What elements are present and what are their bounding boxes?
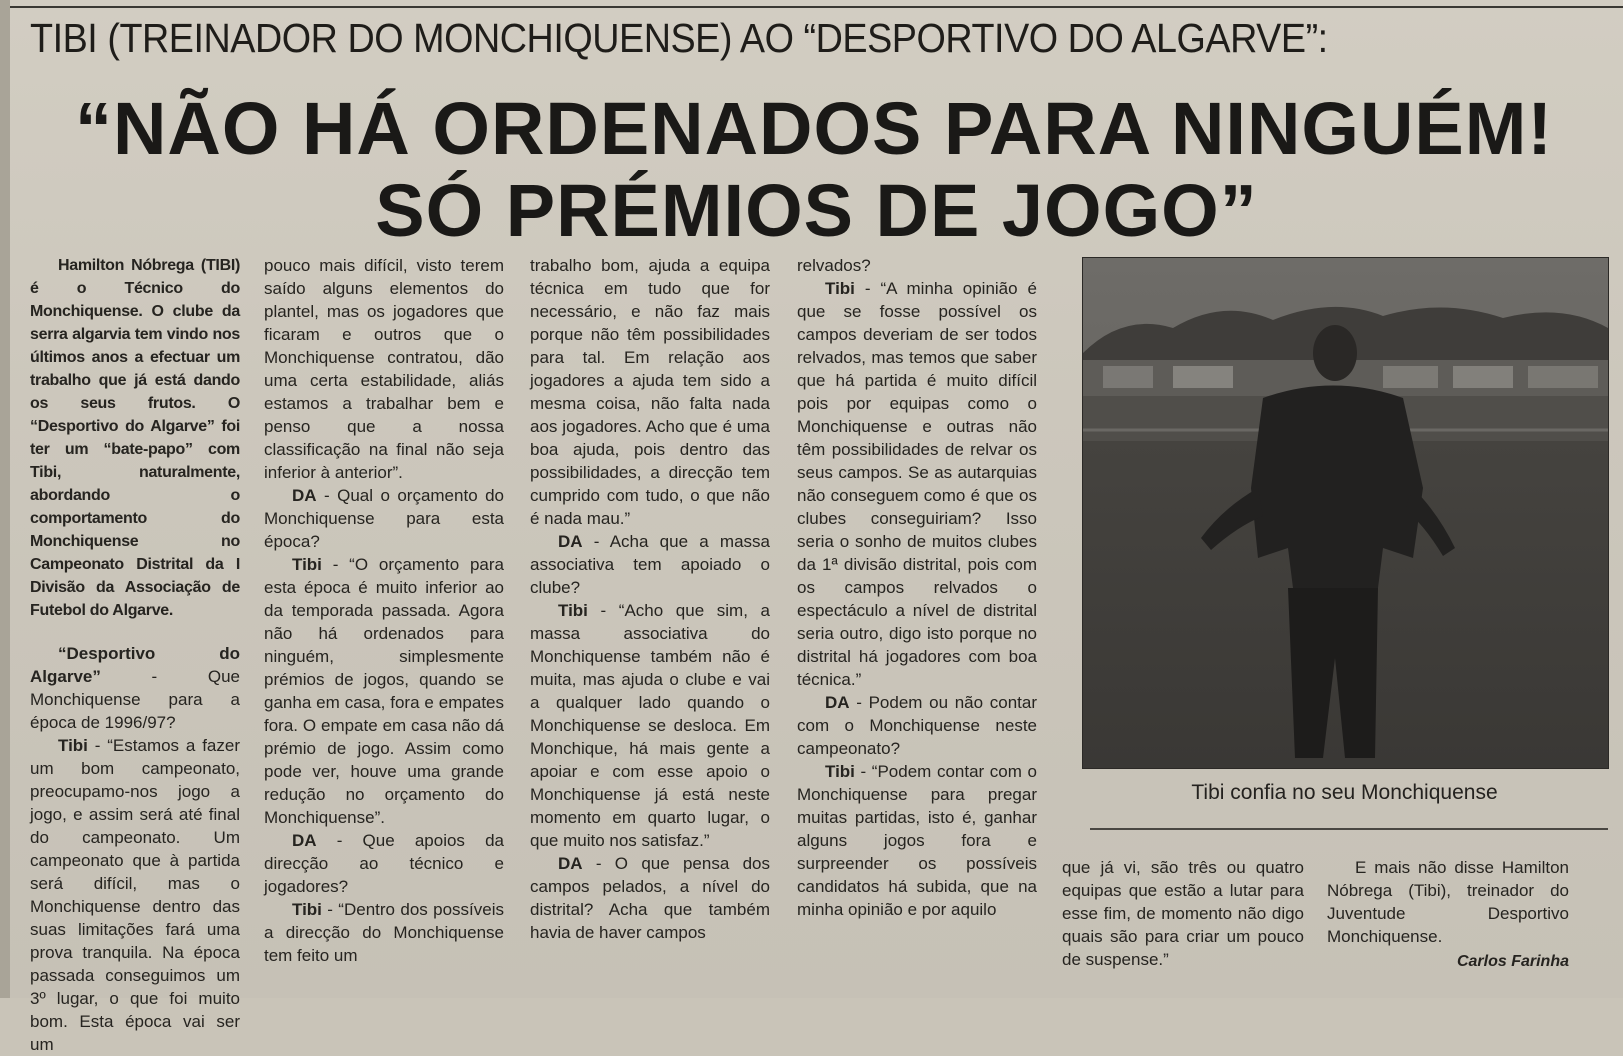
answer-text: - “Acho que sim, a massa associativa do Monchiquense também não é muita, mas ajuda o clube e vai a qualquer lado quando o Monchiquense se desloca. Em Monchique, há mais gente a apoiar e com esse apoio o Monchiquense já está neste momento em quarto lugar, o que muito nos satisfaz.” (530, 601, 770, 850)
question-speaker: DA (292, 486, 317, 505)
answer-text: - “A minha opinião é que se fosse possível os campos deveriam de ser todos relvados, mas temos que saber que há partida é muito difícil pois por equipas como o Monchiquense e outras não têm possibilidades de relvar os seus campos. Se as autarquias não conseguem como é que os clubes conseguiriam? Isso seria o sonho de muitos clubes da 1ª divisão distrital, pois com os campos relvados o espectáculo a nível de distrital seria outro, digo isto porque no distrital há jogadores com boa técnica.” (797, 279, 1037, 689)
answer-text: - “Dentro dos possíveis a direcção do Monchiquense tem feito um (264, 900, 504, 965)
answer-text: - “Podem contar com o Monchiquense para pregar muitas partidas, isto é, ganhar alguns jogos fora e surpreender os possíveis candidatos há subida, que na minha opinião e por aquilo (797, 762, 1037, 919)
article-column-4 (797, 254, 1037, 921)
lead-paragraph: Hamilton Nóbrega (TIBI) é o Técnico do Monchiquense. O clube da serra algarvia tem vindo nos últimos anos a efectuar um trabalho que já está dando os seus frutos. O “Desportivo do Algarve” foi ter um “bate-papo” com Tibi, naturalmente, abordando o comportamento do Monchiquense no Campeonato Distrital da I Divisão da Associação de Futebol do Algarve. (30, 257, 240, 619)
question-speaker: DA (825, 693, 850, 712)
question-text: - Acha que a massa associativa tem apoiado o clube? (530, 532, 770, 597)
question-paragraph (264, 484, 504, 553)
question-text: - O que pensa dos campos pelados, a nível do distrital? Acha que também havia de haver campos (530, 854, 770, 942)
headline-line-1: “NÃO HÁ ORDENADOS PARA NINGUÉM! (74, 87, 1554, 170)
question-speaker: “Desportivo do Algarve” (30, 644, 240, 686)
question-paragraph (530, 530, 770, 599)
answer-speaker: Tibi (558, 601, 588, 620)
author-byline: Carlos Farinha (1456, 953, 1569, 970)
article-column-2 (264, 254, 504, 967)
top-rule (10, 6, 1623, 8)
answer-paragraph (530, 599, 770, 852)
question-paragraph (264, 829, 504, 898)
article-column-6 (1327, 856, 1569, 973)
question-speaker: DA (558, 854, 583, 873)
question-text: - Qual o orçamento do Monchiquense para esta época? (264, 486, 504, 551)
answer-speaker: Tibi (825, 762, 855, 781)
answer-paragraph (264, 898, 504, 967)
continued-paragraph: trabalho bom, ajuda a equipa técnica em tudo que for necessário, e não faz mais porque não têm possibilidades para tal. Em relação aos jogadores a ajuda tem sido a mesma coisa, não falta nada aos jogadores. Acho que é uma boa ajuda, pois dentro das possibilidades, a direcção tem cumprido com tudo, o que não é nada mau.” (530, 256, 770, 528)
main-headline (0, 87, 1623, 252)
article-column-3 (530, 254, 770, 944)
article-column-1 (30, 254, 240, 1056)
question-text: - Que apoios da direcção ao técnico e jogadores? (264, 831, 504, 896)
coach-photo-image (1083, 258, 1608, 768)
headline-line-2: SÓ PRÉMIOS DE JOGO” (375, 169, 1258, 252)
question-paragraph (30, 642, 240, 734)
continued-paragraph: pouco mais difícil, visto terem saído alguns elementos do plantel, mas os jogadores que ficaram e outros que o Monchiquense contratou, dão uma certa estabilidade, aliás estamos a trabalhar bem e penso que a nossa classificação na final não seja inferior à anterior”. (264, 256, 504, 482)
answer-text: - “Estamos a fazer um bom campeonato, preocupamo-nos jogo a jogo, e assim será até final do campeonato. Um campeonato que à partida será difícil, mas o Monchiquense dentro das suas limitações fará uma prova tranquila. Na época passada conseguimos um 3º lugar, o que foi muito bom. Esta época vai ser um (30, 736, 240, 1054)
photo-caption: Tibi confia no seu Monchiquense (1191, 781, 1498, 804)
answer-paragraph (264, 553, 504, 829)
question-paragraph (530, 852, 770, 944)
continued-paragraph: relvados? (797, 256, 871, 275)
continued-paragraph: que já vi, são três ou quatro equipas que estão a lutar para esse fim, de momento não digo quais são para criar um pouco de suspense.” (1062, 858, 1304, 969)
answer-paragraph (30, 734, 240, 1056)
answer-speaker: Tibi (58, 736, 88, 755)
answer-speaker: Tibi (292, 555, 322, 574)
answer-paragraph (797, 760, 1037, 921)
question-paragraph (797, 691, 1037, 760)
coach-photo (1082, 257, 1609, 769)
article-column-5 (1062, 856, 1304, 971)
question-speaker: DA (558, 532, 583, 551)
answer-paragraph (797, 277, 1037, 691)
question-text: - Podem ou não contar com o Monchiquense neste campeonato? (797, 693, 1037, 758)
closing-paragraph: E mais não disse Hamilton Nóbrega (Tibi), treinador do Juventude Desportivo Monchiquense. (1327, 858, 1569, 946)
answer-speaker: Tibi (825, 279, 855, 298)
question-speaker: DA (292, 831, 317, 850)
answer-speaker: Tibi (292, 900, 322, 919)
question-text: - Que Monchiquense para a época de 1996/97? (30, 667, 240, 732)
answer-text: - “O orçamento para esta época é muito inferior ao da temporada passada. Agora não há ordenados para ninguém, simplesmente prémios de jogos, quando se ganha em casa, fora e empates fora. O empate em casa não dá prémio de jogo. Assim como pode ver, houve uma grande redução no orçamento do Monchiquense”. (264, 555, 504, 827)
kicker-headline: TIBI (TREINADOR DO MONCHIQUENSE) AO “DESPORTIVO DO ALGARVE”: (30, 15, 1328, 61)
caption-divider (1090, 828, 1608, 830)
